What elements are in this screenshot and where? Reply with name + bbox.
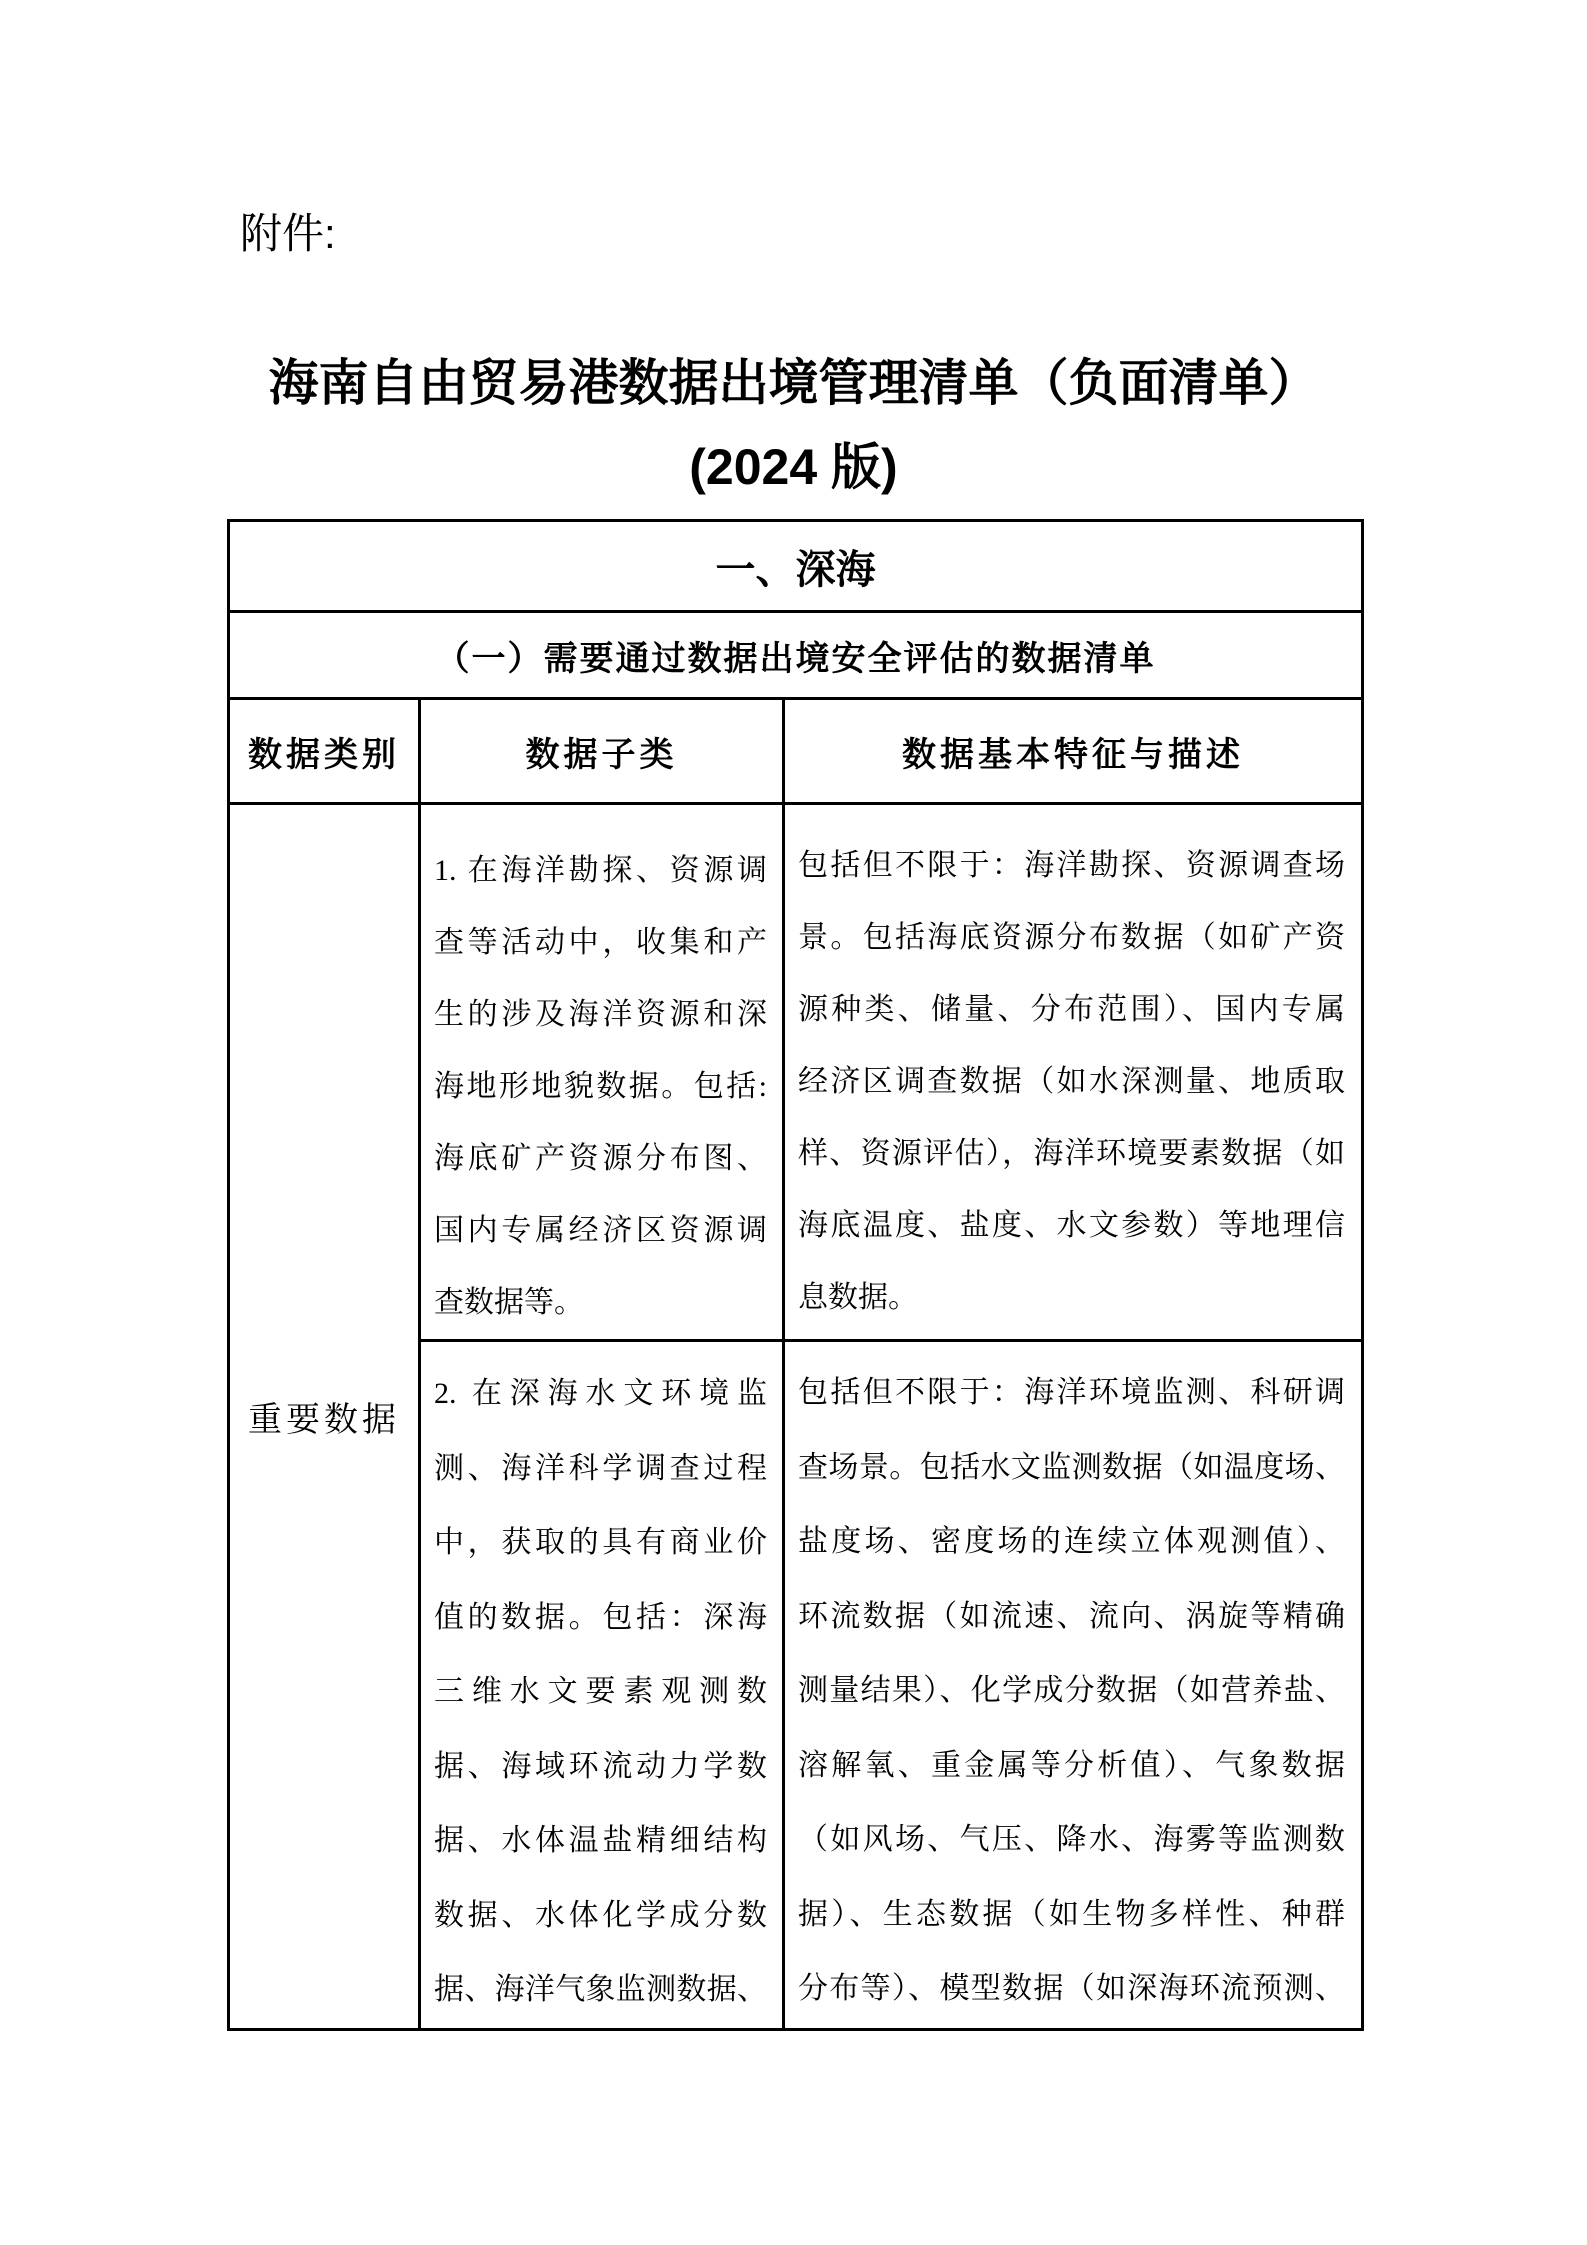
column-header-category: 数据类别 [229,699,420,804]
data-export-table [227,519,1364,2031]
text-line: 景。包括海底资源分布数据（如矿产资 [798,921,1346,954]
text-line: 生的涉及海洋资源和深 [434,998,767,1031]
section-header-row [229,521,1363,612]
text-line: （如风场、气压、降水、海雾等监测数 [798,1823,1346,1856]
text-line: 中，获取的具有商业价 [434,1526,767,1559]
text-line: 海底矿产资源分布图、 [434,1142,767,1175]
text-line: 据、海洋气象监测数据、 [434,1973,767,2006]
document-title-line2: (2024 版) [689,439,898,495]
document-title-line1: 海南自由贸易港数据出境管理清单（负面清单） [268,355,1319,411]
text-line: 2. 在深海水文环境监 [434,1377,767,1410]
text-line: 样、资源评估），海洋环境要素数据（如 [798,1137,1346,1170]
text-line: 源种类、储量、分布范围）、国内专属 [798,993,1346,1026]
text-line: 盐度场、密度场的连续立体观测值）、 [798,1525,1346,1558]
description-cell-1 [784,804,1363,1341]
text-line: 溶解氧、重金属等分析值）、气象数据 [798,1748,1346,1782]
subsection-header-row [229,612,1363,699]
text-line: 分布等）、模型数据（如深海环流预测、 [798,1972,1346,2005]
text-line: 测、海洋科学调查过程 [434,1451,767,1485]
text-line: 据、海域环流动力学数 [434,1749,767,1783]
column-header-row [229,699,1363,804]
text-line: 环流数据（如流速、流向、涡旋等精确 [798,1599,1346,1633]
text-line: 包括但不限于：海洋勘探、资源调查场 [798,849,1346,882]
text-line: 三维水文要素观测数 [434,1675,767,1708]
subclass-cell-2 [420,1341,784,2030]
column-header-subclass: 数据子类 [420,699,784,804]
section-header-cell: 一、深海 [229,521,1363,612]
text-line: 据）、生态数据（如生物多样性、种群 [798,1897,1346,1931]
text-line: 海底温度、盐度、水文参数）等地理信 [798,1209,1346,1242]
subclass-cell-1 [420,804,784,1341]
text-line: 息数据。 [798,1281,918,1314]
text-line: 经济区调查数据（如水深测量、地质取 [798,1065,1346,1098]
category-cell: 重要数据 [229,804,420,2030]
text-line: 查数据等。 [434,1286,584,1319]
text-line: 查场景。包括水文监测数据（如温度场、 [798,1450,1346,1484]
text-line: 值的数据。包括：深海 [434,1600,767,1634]
text-line: 1. 在海洋勘探、资源调 [434,854,767,887]
attachment-label: 附件: [240,210,336,257]
text-line: 查等活动中，收集和产 [434,926,767,959]
text-line: 据、水体温盐精细结构 [434,1824,767,1857]
text-line: 国内专属经济区资源调 [434,1214,767,1247]
column-header-description: 数据基本特征与描述 [784,699,1363,804]
text-line: 海地形地貌数据。包括: [434,1070,767,1103]
subsection-header-cell: （一）需要通过数据出境安全评估的数据清单 [229,612,1363,699]
description-cell-2 [784,1341,1363,2030]
text-line: 测量结果）、化学成分数据（如营养盐、 [798,1674,1346,1707]
text-line: 包括但不限于：海洋环境监测、科研调 [798,1376,1346,1409]
table-row [229,804,1363,1341]
text-line: 数据、水体化学成分数 [434,1898,767,1932]
